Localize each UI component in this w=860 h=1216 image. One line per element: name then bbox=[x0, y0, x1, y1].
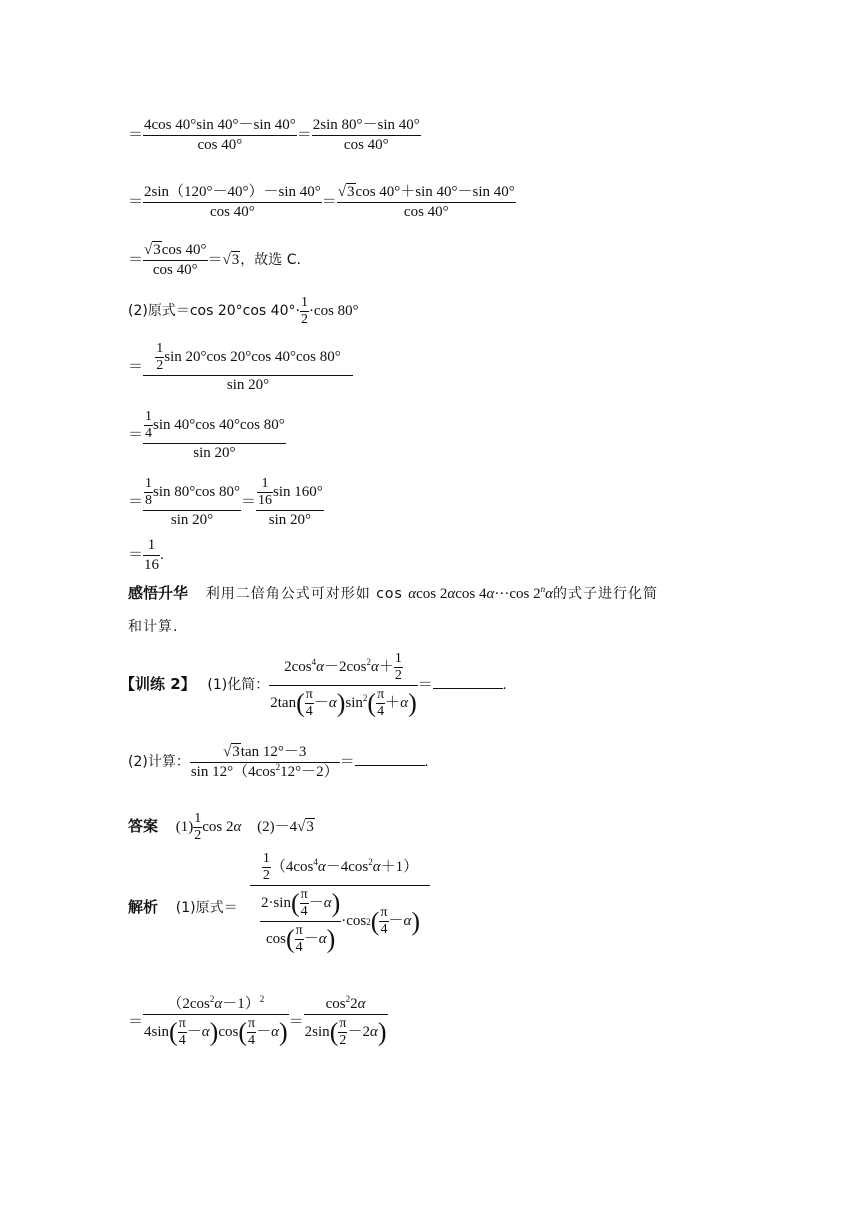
solution-line: 解析 (1)原式＝ bbox=[128, 898, 238, 916]
solution-fraction: $\frac{1}{2}$ $(4\cos^4\alpha-4\cos^2\alpha+1)$ 2·sin( $\frac{\pi}{4}$ －α) cos( $\frac{\pi}{4}$ －α) ·cos 2 ( $\frac{\pi}{4}$ － α ) bbox=[250, 852, 430, 955]
equals: ＝ bbox=[128, 126, 144, 143]
fraction: $\frac{1}{2}$ sin 20°cos 20°cos 40°cos 80° sin 20° bbox=[143, 342, 353, 393]
answer-label: 答案 bbox=[128, 816, 159, 835]
derivation-line-8: ＝ $\frac{1}{16}$ . bbox=[128, 537, 164, 573]
fraction: $\frac{1}{8}$ sin 80°cos 80° sin 20° bbox=[145, 476, 241, 528]
insight-line-1: 感悟升华 利用二倍角公式可对形如 cos αcos 2αcos 4α···cos 2$^n$α的式子进行化简 bbox=[128, 584, 658, 602]
fraction: $\frac{√3\tan 12^\circ-3}{\sin 12^\circ(4\cos^212^\circ-2)}$ bbox=[190, 744, 339, 780]
fraction: $\frac{√3\cos 40^\circ}{\cos 40^\circ}$ bbox=[144, 242, 207, 278]
solution-label: 解析 bbox=[128, 898, 159, 916]
fraction: $\frac{1}{16}$ sin 160° sin 20° bbox=[258, 476, 323, 528]
fraction: $\frac{1}{4}$ sin 40°cos 40°cos 80° sin 20° bbox=[145, 409, 285, 461]
derivation-line-3: ＝ $\frac{√3\cos 40^\circ}{\cos 40^\circ}$ ＝√3，故选 C. bbox=[128, 242, 301, 278]
answer-blank[interactable] bbox=[355, 753, 425, 766]
insight-label: 感悟升华 bbox=[128, 584, 189, 602]
derivation-line-7: ＝ $\frac{1}{8}$ sin 80°cos 80° sin 20° ＝ $\frac{1}{16}$ sin 160° sin 20° bbox=[128, 476, 323, 528]
sqrt: √3 bbox=[222, 251, 240, 268]
fraction: $\frac{2\sin 80^\circ-\sin 40^\circ}{\cos 40^\circ}$ bbox=[312, 117, 420, 153]
derivation-line-1: ＝ $\frac{4\cos 40^\circ\sin 40^\circ-\sin 40^\circ}{\cos 40^\circ}$ ＝ $\frac{2\sin 80^\circ-\sin 40^\circ}{\cos 40^\circ}$ bbox=[128, 117, 420, 153]
answer-blank[interactable] bbox=[433, 676, 503, 689]
exercise-part-2: (2)计算： $\frac{√3\tan 12^\circ-3}{\sin 12^\circ(4\cos^212^\circ-2)}$ ＝ . bbox=[128, 744, 429, 780]
solution-line-2: ＝ $(2\cos^2\alpha-1)^2$ 4sin( $\frac{\pi}{4}$ －α)cos( $\frac{\pi}{4}$ －α) ＝ $\cos^22\alpha$ 2sin( $\frac{\pi}{2}$ －2α) bbox=[128, 994, 387, 1048]
fraction: $2\cos^4\alpha-2\cos^2\alpha+$ $\frac{1}{2}$ 2tan( $\frac{\pi}{4}$ $-\alpha)\sin^2$( $\frac{\pi}{4}$ ＋α) bbox=[270, 651, 417, 719]
part-2-line: (2)原式＝cos 20°cos 40°· $\frac{1}{2}$ ·cos 80° bbox=[128, 295, 359, 327]
exercise-label: 【训练 2】 bbox=[120, 674, 196, 693]
derivation-line-6: ＝ $\frac{1}{4}$ sin 40°cos 40°cos 80° sin 20° bbox=[128, 409, 285, 461]
insight-line-2: 和计算. bbox=[128, 619, 179, 635]
fraction: $\frac{4\cos 40^\circ\sin 40^\circ-\sin 40^\circ}{\cos 40^\circ}$ bbox=[144, 117, 296, 153]
answer-line: 答案 (1) $\frac{1}{2}$ cos 2α (2)－4√3 bbox=[128, 811, 314, 843]
sqrt: √3 bbox=[337, 184, 355, 200]
derivation-line-5: ＝ $\frac{1}{2}$ sin 20°cos 20°cos 40°cos 80° sin 20° bbox=[128, 342, 353, 393]
exercise-part-1: 【训练 2】 (1)化简： $2\cos^4\alpha-2\cos^2\alpha+$ $\frac{1}{2}$ 2tan( $\frac{\pi}{4}$ $-\alpha)\sin^2$( $\frac{\pi}{4}$ ＋α) ＝ . bbox=[120, 651, 507, 719]
fraction: $\frac{2\sin(120^\circ-40^\circ)-\sin 40^\circ}{\cos 40^\circ}$ bbox=[144, 184, 321, 220]
fraction: $\frac{1}{16}$ bbox=[144, 537, 160, 573]
fraction: $\frac{√3\cos 40^\circ+\sin 40^\circ-\sin 40^\circ}{\cos 40^\circ}$ bbox=[337, 184, 515, 220]
derivation-line-2: ＝ $\frac{2\sin(120^\circ-40^\circ)-\sin 40^\circ}{\cos 40^\circ}$ ＝ $\frac{√3\cos 40^\circ+\sin 40^\circ-\sin 40^\circ}{\cos 40^\circ}$ bbox=[128, 184, 515, 220]
